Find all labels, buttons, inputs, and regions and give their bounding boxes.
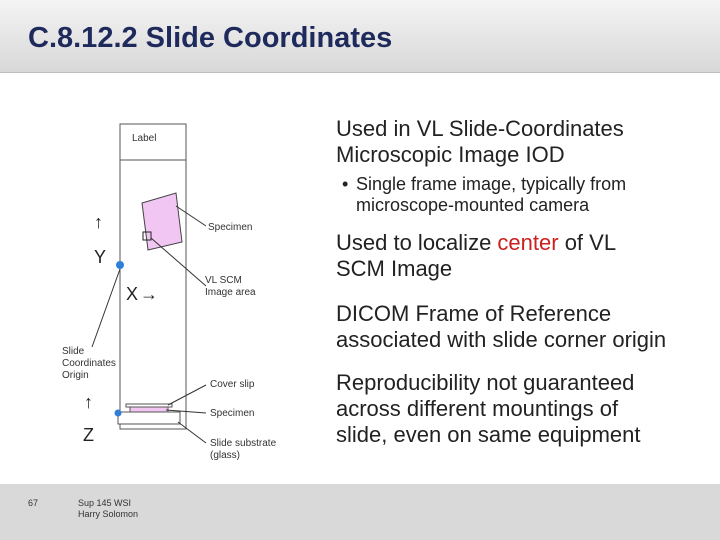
slide-outline	[120, 124, 186, 429]
y-axis-label: Y	[94, 247, 107, 267]
specimen-side-label: Specimen	[210, 408, 255, 419]
origin-label	[62, 346, 116, 382]
point-iod	[336, 116, 624, 168]
footer-source-line1: Sup 145 WSI	[78, 498, 132, 508]
point-localize	[336, 230, 616, 282]
origin-label-line2: Coordinates	[62, 358, 116, 369]
specimen-label: Specimen	[208, 222, 253, 233]
footer-bar	[0, 484, 720, 540]
footer-source	[78, 498, 138, 520]
label-text: Label	[132, 133, 157, 144]
slide-title: C.8.12.2 Slide Coordinates	[28, 22, 393, 54]
point-localize-b: of VL	[558, 230, 617, 255]
cover-slip-side	[126, 404, 172, 407]
point-iod-line1: Used in VL Slide-Coordinates	[336, 116, 624, 141]
z-arrow-icon: ↑	[84, 392, 93, 412]
origin-dot-side	[115, 410, 122, 417]
bullet-single-frame	[342, 174, 706, 216]
page-number: 67	[28, 498, 39, 508]
image-area-label-line2: Image area	[205, 287, 256, 298]
point-for-line2: associated with slide corner origin	[336, 327, 667, 352]
substrate-label-line1: Slide substrate	[210, 438, 277, 449]
image-area-label	[205, 275, 256, 299]
bullet-line2: microscope-mounted camera	[356, 195, 590, 215]
x-axis-label: X	[126, 284, 139, 304]
x-arrow-icon: →	[140, 284, 158, 304]
point-repro-line1: Reproducibility not guaranteed	[336, 370, 635, 395]
point-localize-a: Used to localize	[336, 230, 498, 255]
origin-dot-top	[116, 261, 124, 269]
cover-slip-label: Cover slip	[210, 379, 255, 390]
footer-source-line2: Harry Solomon	[78, 509, 139, 519]
bullet-line1: Single frame image, typically from	[356, 174, 627, 194]
point-for-line1: DICOM Frame of Reference	[336, 301, 612, 326]
origin-label-line1: Slide	[62, 346, 85, 357]
specimen-shape	[142, 193, 182, 250]
substrate-leader	[178, 422, 206, 443]
point-localize-line2: SCM Image	[336, 256, 453, 281]
image-area-label-line1: VL SCM	[205, 275, 242, 286]
origin-label-line3: Origin	[62, 370, 89, 381]
bullet-dot-icon: •	[342, 174, 349, 194]
y-arrow-icon: ↑	[94, 212, 103, 232]
point-reproducibility	[336, 370, 641, 448]
origin-leader	[92, 269, 120, 347]
substrate-label-line2: (glass)	[210, 450, 241, 461]
point-repro-line2: across different mountings of	[336, 396, 619, 421]
point-localize-highlight: center	[497, 230, 559, 255]
point-iod-line2: Microscopic Image IOD	[336, 142, 565, 167]
point-frame-of-reference	[336, 301, 666, 353]
point-repro-line3: slide, even on same equipment	[336, 422, 641, 447]
substrate-side	[118, 412, 180, 424]
substrate-label	[210, 438, 276, 462]
z-axis-label: Z	[83, 425, 94, 445]
